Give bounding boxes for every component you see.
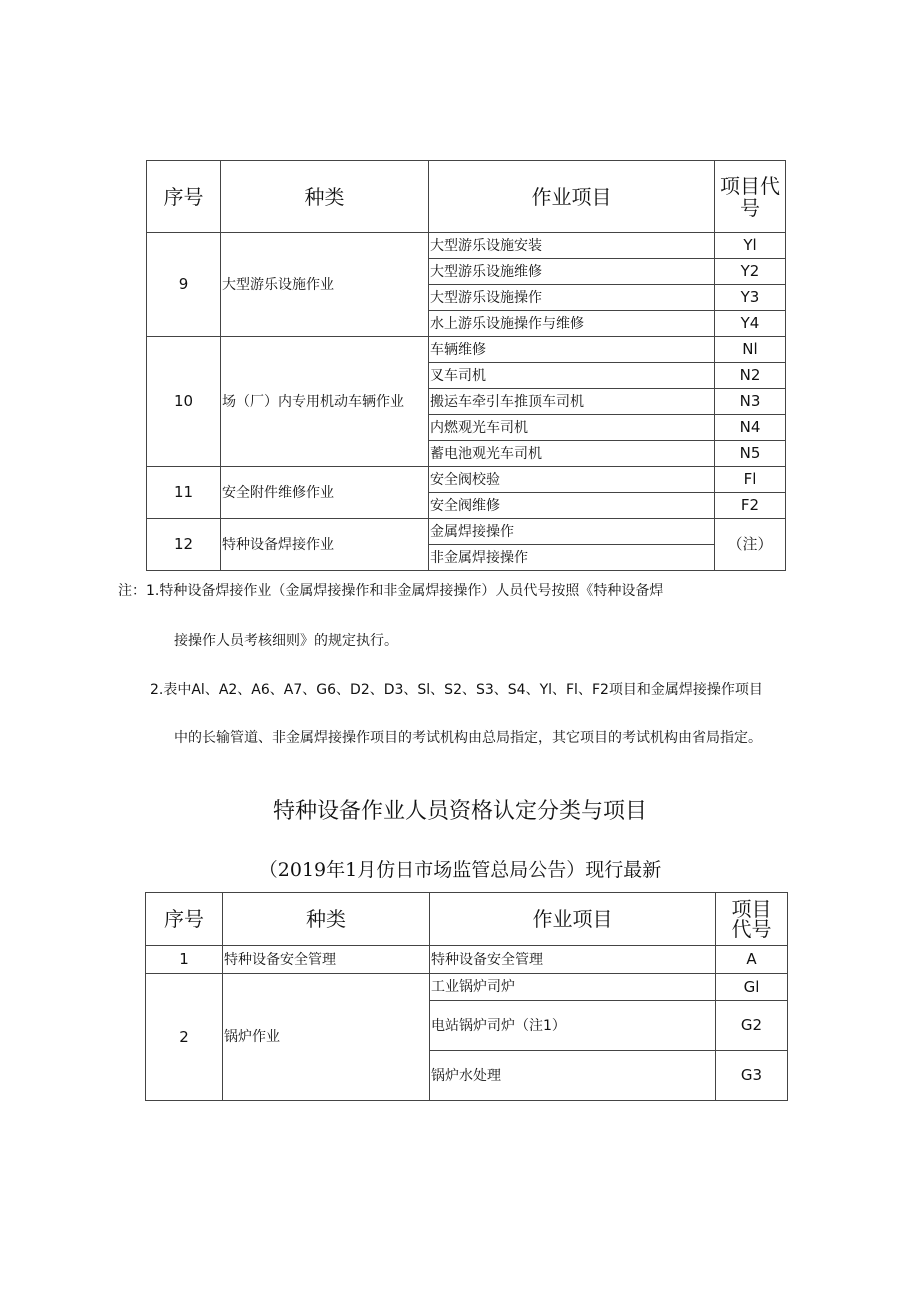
header-code: 项目代号: [715, 161, 786, 233]
item-code-cell: Y4: [715, 311, 786, 337]
item-name-cell: 大型游乐设施操作: [429, 285, 715, 311]
item-code-cell: （注）: [715, 519, 786, 571]
item-code-cell: Y3: [715, 285, 786, 311]
item-name-cell: 锅炉水处理: [430, 1051, 716, 1101]
row-number: 9: [147, 233, 221, 337]
header-code: [716, 893, 788, 946]
header-item: 作业项目: [429, 161, 715, 233]
item-code-cell: G3: [716, 1051, 788, 1101]
qualification-table: [145, 892, 788, 1101]
item-code-cell: F2: [715, 493, 786, 519]
row-number: 12: [147, 519, 221, 571]
item-name-cell: 搬运车牵引车推顶车司机: [429, 389, 715, 415]
header-code-line-2: 代号: [731, 917, 772, 941]
item-name-cell: 内燃观光车司机: [429, 415, 715, 441]
item-name-cell: 蓄电池观光车司机: [429, 441, 715, 467]
item-code-cell: Gl: [716, 974, 788, 1001]
item-name-cell: 工业锅炉司炉: [430, 974, 716, 1001]
item-code-cell: N4: [715, 415, 786, 441]
item-code-cell: N2: [715, 363, 786, 389]
row-number: 1: [146, 946, 223, 974]
document-subtitle: （2019年1月仿日市场监管总局公告）现行最新: [258, 859, 662, 881]
table-row: [147, 467, 786, 493]
row-number: 11: [147, 467, 221, 519]
item-code-cell: Fl: [715, 467, 786, 493]
item-name-cell: 水上游乐设施操作与维修: [429, 311, 715, 337]
table-row: [147, 337, 786, 363]
category-cell: 锅炉作业: [223, 974, 430, 1101]
note-1-line-2: 接操作人员考核细则》的规定执行。: [174, 633, 398, 649]
table-row: [146, 974, 788, 1001]
header-category: 种类: [223, 893, 430, 946]
header-row: [146, 893, 788, 946]
table-row: [147, 233, 786, 259]
category-cell: 安全附件维修作业: [221, 467, 429, 519]
item-code-cell: N5: [715, 441, 786, 467]
header-no: 序号: [147, 161, 221, 233]
header-code-line-1: 项目: [731, 897, 772, 921]
item-name-cell: 大型游乐设施安装: [429, 233, 715, 259]
item-code-cell: A: [716, 946, 788, 974]
item-name-cell: 叉车司机: [429, 363, 715, 389]
note-1-line-1: 注：1.特种设备焊接作业（金属焊接操作和非金属焊接操作）人员代号按照《特种设备焊: [118, 583, 664, 599]
item-name-cell: 大型游乐设施维修: [429, 259, 715, 285]
header-item: 作业项目: [430, 893, 716, 946]
table-row: [147, 519, 786, 545]
item-name-cell: 非金属焊接操作: [429, 545, 715, 571]
header-row: [147, 161, 786, 233]
item-name-cell: 金属焊接操作: [429, 519, 715, 545]
note-2-line-1: 2.表中Al、A2、A6、A7、G6、D2、D3、Sl、S2、S3、S4、Yl、Fl、F2项目和金属焊接操作项目: [150, 682, 763, 698]
item-code-cell: G2: [716, 1001, 788, 1051]
row-number: 2: [146, 974, 223, 1101]
note-2-line-2: 中的长输管道、非金属焊接操作项目的考试机构由总局指定，其它项目的考试机构由省局指定。: [174, 730, 762, 746]
item-name-cell: 安全阀校验: [429, 467, 715, 493]
category-cell: 场（厂）内专用机动车辆作业: [221, 337, 429, 467]
table-row: [146, 946, 788, 974]
category-cell: 大型游乐设施作业: [221, 233, 429, 337]
header-category: 种类: [221, 161, 429, 233]
item-name-cell: 安全阀维修: [429, 493, 715, 519]
item-code-cell: Nl: [715, 337, 786, 363]
category-cell: 特种设备焊接作业: [221, 519, 429, 571]
item-name-cell: 车辆维修: [429, 337, 715, 363]
item-name-cell: 电站锅炉司炉（注1）: [430, 1001, 716, 1051]
item-code-cell: Yl: [715, 233, 786, 259]
qualification-table-continued: [146, 160, 786, 571]
row-number: 10: [147, 337, 221, 467]
document-title: 特种设备作业人员资格认定分类与项目: [272, 799, 647, 824]
item-name-cell: 特种设备安全管理: [430, 946, 716, 974]
item-code-cell: Y2: [715, 259, 786, 285]
item-code-cell: N3: [715, 389, 786, 415]
header-no: 序号: [146, 893, 223, 946]
category-cell: 特种设备安全管理: [223, 946, 430, 974]
